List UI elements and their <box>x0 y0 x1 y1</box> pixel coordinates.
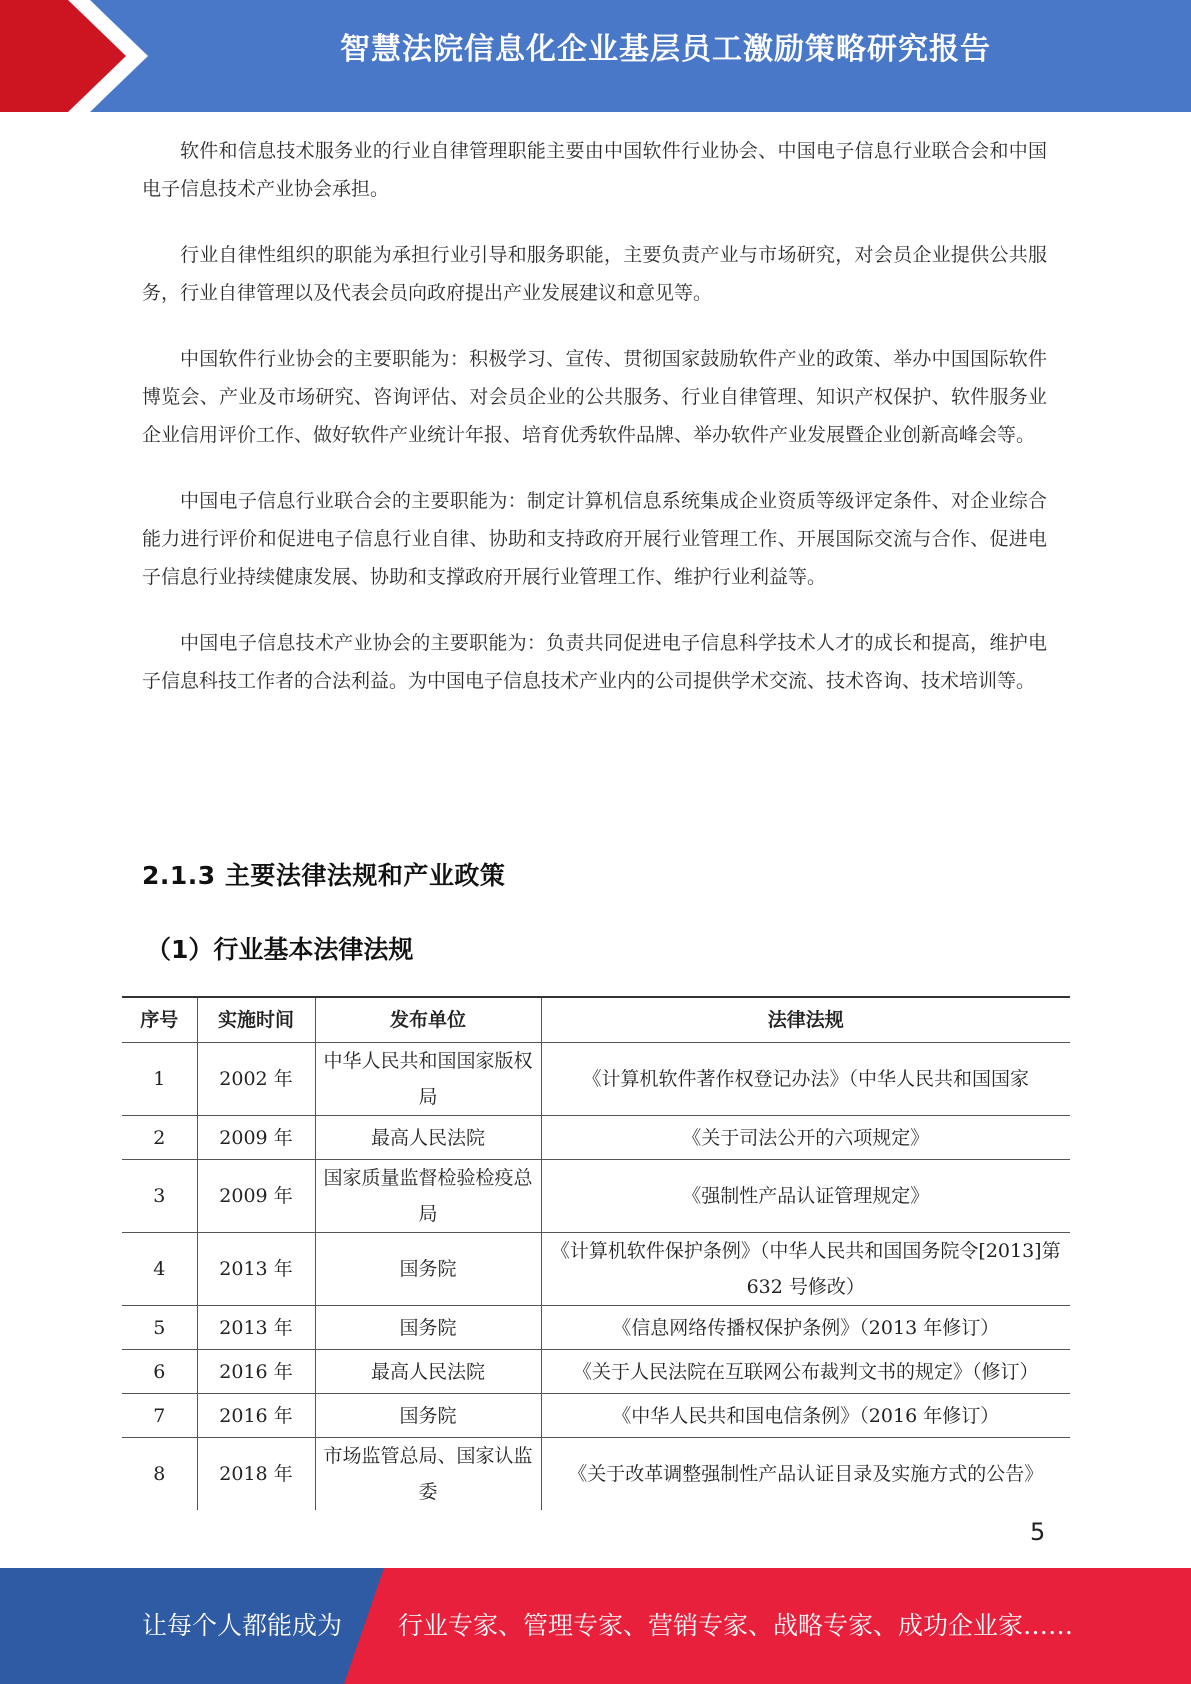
table-row <box>122 1306 1070 1350</box>
table-cell: 《关于司法公开的六项规定》 <box>541 1116 1070 1160</box>
table-cell: 《强制性产品认证管理规定》 <box>541 1160 1070 1233</box>
table-row <box>122 1233 1070 1306</box>
table-cell: 1 <box>122 1043 197 1116</box>
page-number: 5 <box>1030 1518 1046 1546</box>
column-header: 发布单位 <box>315 997 541 1043</box>
table-cell: 《中华人民共和国电信条例》（2016 年修订） <box>541 1394 1070 1438</box>
paragraph: 中国软件行业协会的主要职能为：积极学习、宣传、贯彻国家鼓励软件产业的政策、举办中国国际软件博览会、产业及市场研究、咨询评估、对会员企业的公共服务、行业自律管理、知识产权保护、软件服务业企业信用评价工作、做好软件产业统计年报、培育优秀软件品牌、举办软件产业发展暨企业创新高峰会等。 <box>142 348 1047 446</box>
table-row <box>122 1116 1070 1160</box>
table-cell: 2016 年 <box>197 1350 315 1394</box>
table-cell: 5 <box>122 1306 197 1350</box>
table-cell: 国务院 <box>315 1394 541 1438</box>
table-cell: 《信息网络传播权保护条例》（2013 年修订） <box>541 1306 1070 1350</box>
table-cell: 2009 年 <box>197 1160 315 1233</box>
table-row <box>122 1394 1070 1438</box>
table-cell: 最高人民法院 <box>315 1350 541 1394</box>
paragraph: 中国电子信息行业联合会的主要职能为：制定计算机信息系统集成企业资质等级评定条件、对企业综合能力进行评价和促进电子信息行业自律、协助和支持政府开展行业管理工作、开展国际交流与合作、促进电子信息行业持续健康发展、协助和支撑政府开展行业管理工作、维护行业利益等。 <box>142 490 1047 588</box>
paragraph: 行业自律性组织的职能为承担行业引导和服务职能，主要负责产业与市场研究，对会员企业提供公共服务，行业自律管理以及代表会员向政府提出产业发展建议和意见等。 <box>142 244 1047 304</box>
table-cell: 8 <box>122 1438 197 1511</box>
table-cell: 3 <box>122 1160 197 1233</box>
table-cell <box>541 1350 1070 1394</box>
page-header <box>0 0 1191 112</box>
laws-table <box>122 996 1070 1510</box>
column-header: 法律法规 <box>541 997 1070 1043</box>
column-header: 实施时间 <box>197 997 315 1043</box>
table-row <box>122 1350 1070 1394</box>
table-cell: 2009 年 <box>197 1116 315 1160</box>
subsection-heading: （1）行业基本法律法规 <box>146 935 414 964</box>
table-cell: 最高人民法院 <box>315 1116 541 1160</box>
footer-slogan-right: 行业专家、管理专家、营销专家、战略专家、成功企业家…… <box>398 1611 1074 1640</box>
table-cell: 《关于改革调整强制性产品认证目录及实施方式的公告》 <box>541 1438 1070 1511</box>
page-footer <box>0 1568 1191 1684</box>
table-cell: 《计算机软件著作权登记办法》（中华人民共和国国家 <box>541 1043 1070 1116</box>
section-heading: 2.1.3 主要法律法规和产业政策 <box>142 861 506 890</box>
body-text <box>142 132 1047 728</box>
table-cell: 国务院 <box>315 1233 541 1306</box>
table-cell: 2 <box>122 1116 197 1160</box>
header-title: 智慧法院信息化企业基层员工激励策略研究报告 <box>340 32 991 67</box>
table-cell: 2002 年 <box>197 1043 315 1116</box>
table-cell: 7 <box>122 1394 197 1438</box>
table-cell: 中华人民共和国国家版权局 <box>315 1043 541 1116</box>
column-header: 序号 <box>122 997 197 1043</box>
table-cell: 2013 年 <box>197 1306 315 1350</box>
table-row <box>122 1438 1070 1511</box>
paragraph: 中国电子信息技术产业协会的主要职能为：负责共同促进电子信息科学技术人才的成长和提高，维护电子信息科技工作者的合法利益。为中国电子信息技术产业内的公司提供学术交流、技术咨询、技术培训等。 <box>142 632 1047 692</box>
table-cell: 《计算机软件保护条例》（中华人民共和国国务院令[2013]第 632 号修改） <box>541 1233 1070 1306</box>
table-row <box>122 1043 1070 1116</box>
table-cell: 市场监管总局、国家认监委 <box>315 1438 541 1511</box>
table-cell: 2018 年 <box>197 1438 315 1511</box>
table-cell: 国家质量监督检验检疫总局 <box>315 1160 541 1233</box>
table-cell: 国务院 <box>315 1306 541 1350</box>
table-cell: 6 <box>122 1350 197 1394</box>
table-row <box>122 1160 1070 1233</box>
paragraph: 软件和信息技术服务业的行业自律管理职能主要由中国软件行业协会、中国电子信息行业联合会和中国电子信息技术产业协会承担。 <box>142 140 1047 200</box>
table-cell: 2013 年 <box>197 1233 315 1306</box>
table-cell: 2016 年 <box>197 1394 315 1438</box>
footer-slogan-left: 让每个人都能成为 <box>142 1611 343 1640</box>
table-header-row <box>122 997 1070 1043</box>
table-cell: 4 <box>122 1233 197 1306</box>
clipped-cell-text: 《关于人民法院在互联网公布裁判文书的规定》（修订） <box>572 1360 1039 1383</box>
